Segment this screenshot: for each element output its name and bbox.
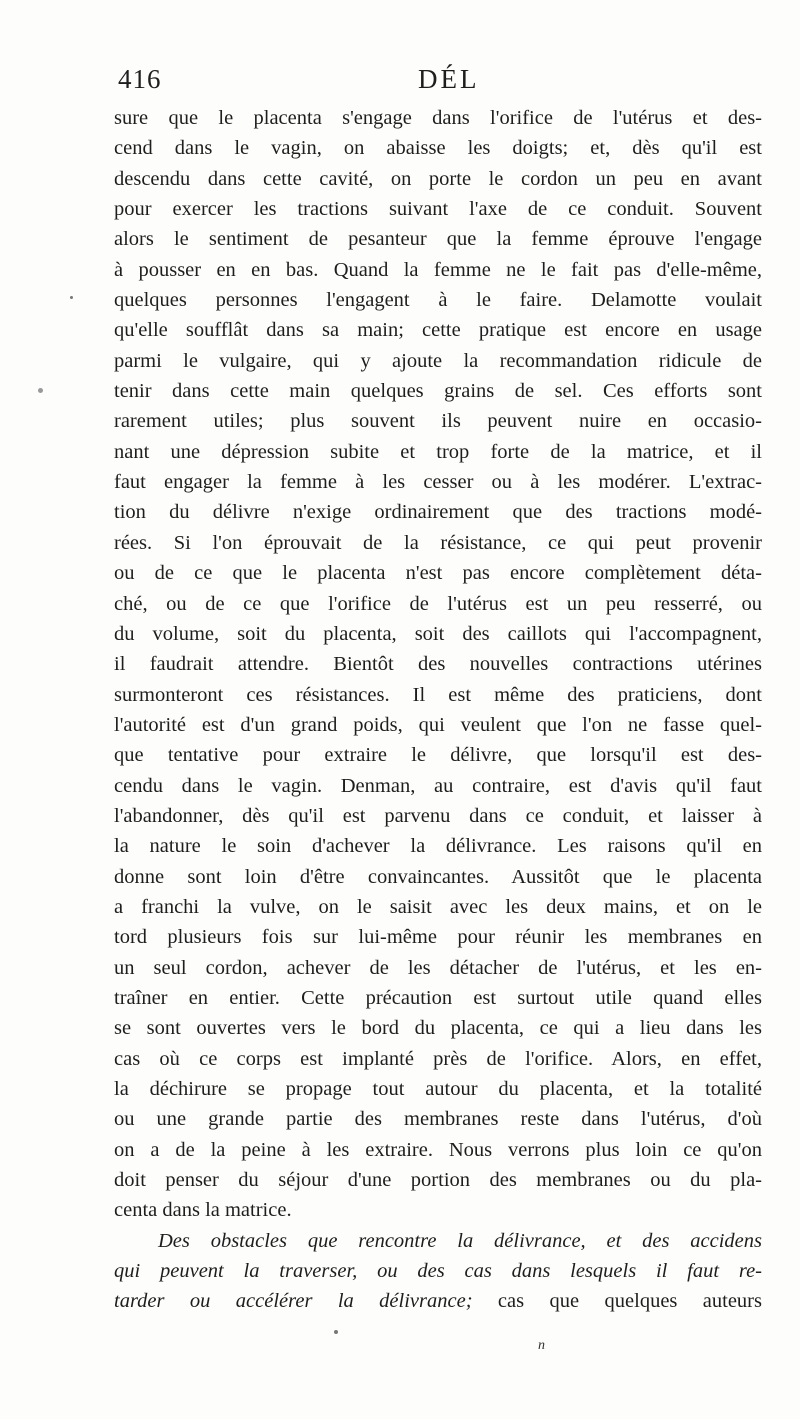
body-text bbox=[114, 103, 762, 1317]
text-line: ou une grande partie des membranes reste dans l'utérus, d'où bbox=[114, 1108, 762, 1131]
text-line: tenir dans cette main quelques grains de sel. Ces efforts sont bbox=[114, 380, 762, 403]
text-line: rées. Si l'on éprouvait de la résistance, ce qui peut provenir bbox=[114, 531, 762, 554]
text-line: surmonteront ces résistances. Il est même des praticiens, dont bbox=[114, 683, 762, 706]
text-line: se sont ouvertes vers le bord du placenta, ce qui a lieu dans les bbox=[114, 1017, 762, 1040]
text-line: pour exercer les tractions suivant l'axe de ce conduit. Souvent bbox=[114, 198, 762, 221]
text-line: a franchi la vulve, on le saisit avec les deux mains, et on le bbox=[114, 895, 762, 918]
text-line: la déchirure se propage tout autour du placenta, et la totalité bbox=[114, 1078, 762, 1100]
text-line: il faudrait attendre. Bientôt des nouvelles contractions utérines bbox=[114, 653, 762, 676]
text-line: donne sont loin d'être convaincantes. Aussitôt que le placenta bbox=[114, 865, 762, 888]
text-line: un seul cordon, achever de les détacher de l'utérus, et les en- bbox=[114, 956, 762, 979]
mixed-line bbox=[114, 1286, 762, 1316]
text-line: ché, ou de ce que l'orifice de l'utérus est un peu resserré, ou bbox=[114, 592, 762, 615]
ink-speck bbox=[38, 388, 43, 393]
text-line: quelques personnes l'engagent à le faire. Delamotte voulait bbox=[114, 289, 762, 312]
text-line: rarement utiles; plus souvent ils peuvent nuire en occasio- bbox=[114, 410, 762, 433]
text-line: sure que le placenta s'engage dans l'orifice de l'utérus et des- bbox=[114, 107, 762, 129]
text-line: l'abandonner, dès qu'il est parvenu dans ce conduit, et laisser à bbox=[114, 804, 762, 827]
text-line: cas où ce corps est implanté près de l'orifice. Alors, en effet, bbox=[114, 1047, 762, 1070]
text-line: tion du délivre n'exige ordinairement que des tractions modé- bbox=[114, 501, 762, 524]
text-line: traîner en entier. Cette précaution est surtout utile quand elles bbox=[114, 986, 762, 1009]
text-line: du volume, soit du placenta, soit des caillots qui l'accompagnent, bbox=[114, 622, 762, 645]
section-heading-line: Des obstacles que rencontre la délivrance, et des accidens bbox=[158, 1229, 762, 1252]
signature-mark: n bbox=[538, 1338, 545, 1353]
text-line: qu'elle soufflât dans sa main; cette pratique est encore en usage bbox=[114, 319, 762, 342]
text-line: à pousser en en bas. Quand la femme ne le fait pas d'elle-même, bbox=[114, 258, 762, 281]
ink-speck bbox=[70, 296, 73, 299]
text-line: faut engager la femme à les cesser ou à les modérer. L'extrac- bbox=[114, 471, 762, 494]
text-line: ou de ce que le placenta n'est pas encore complètement déta- bbox=[114, 562, 762, 585]
text-line: l'autorité est d'un grand poids, qui veulent que l'on ne fasse quel- bbox=[114, 713, 762, 736]
section-heading-end: tarder ou accélérer la délivrance; bbox=[114, 1290, 473, 1313]
section-heading-line: qui peuvent la traverser, ou des cas dans lesquels il faut re- bbox=[114, 1260, 762, 1283]
text-line: centa dans la matrice. bbox=[114, 1199, 292, 1222]
page-header bbox=[118, 64, 758, 104]
text-line: la nature le soin d'achever la délivrance. Les raisons qu'il en bbox=[114, 835, 762, 858]
text-line: cendu dans le vagin. Denman, au contraire, est d'avis qu'il faut bbox=[114, 774, 762, 797]
text-line: doit penser du séjour d'une portion des membranes ou du pla- bbox=[114, 1169, 762, 1192]
text-continuation: cas que quelques auteurs bbox=[472, 1290, 762, 1313]
text-line: alors le sentiment de pesanteur que la femme éprouve l'engage bbox=[114, 228, 762, 251]
text-line: cend dans le vagin, on abaisse les doigts; et, dès qu'il est bbox=[114, 137, 762, 160]
ink-speck bbox=[334, 1330, 338, 1334]
page-number: 416 bbox=[118, 64, 162, 94]
text-line: nant une dépression subite et trop forte de la matrice, et il bbox=[114, 440, 762, 463]
running-head: DÉL bbox=[418, 64, 480, 94]
text-line: on a de la peine à les extraire. Nous verrons plus loin ce qu'on bbox=[114, 1138, 762, 1161]
text-line: descendu dans cette cavité, on porte le cordon un peu en avant bbox=[114, 167, 762, 190]
text-line: parmi le vulgaire, qui y ajoute la recommandation ridicule de bbox=[114, 349, 762, 372]
text-line: que tentative pour extraire le délivre, que lorsqu'il est des- bbox=[114, 744, 762, 767]
text-line: tord plusieurs fois sur lui-même pour réunir les membranes en bbox=[114, 926, 762, 949]
